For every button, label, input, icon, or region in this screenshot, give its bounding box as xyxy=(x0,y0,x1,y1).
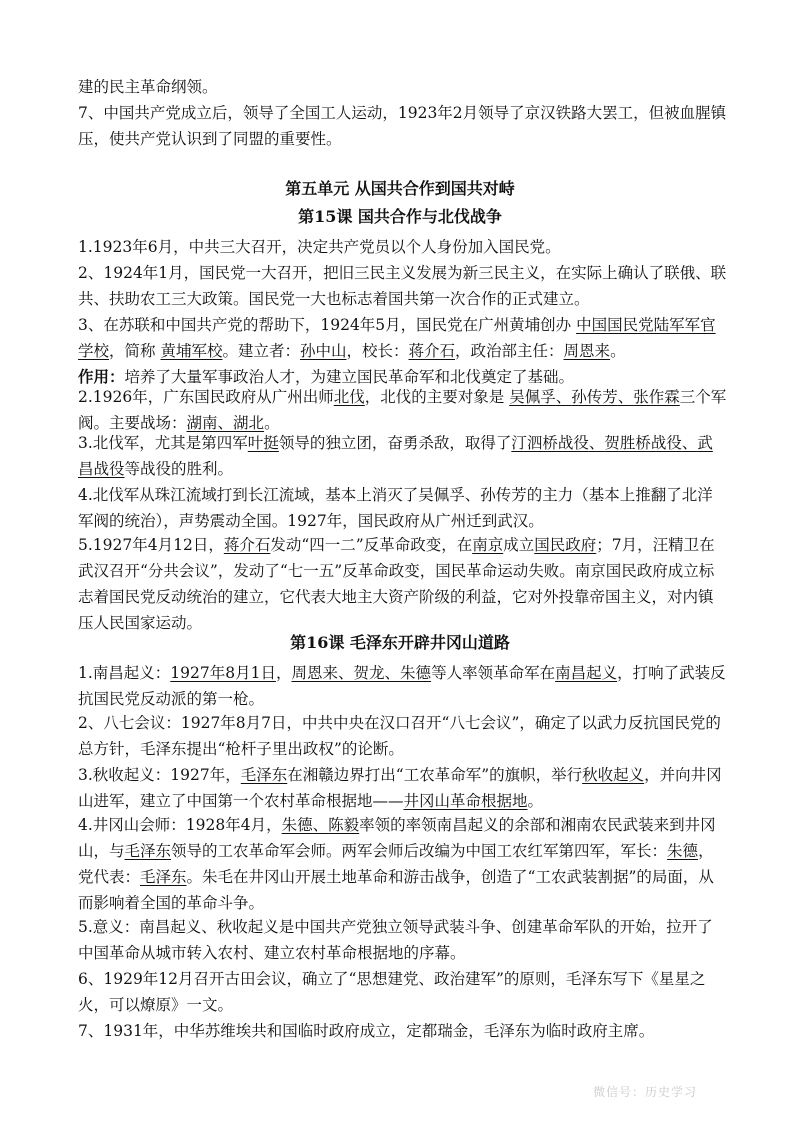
text: 培养了大量军事政治人才，为建立国民革命军和北伐奠定了基础。 xyxy=(124,368,575,386)
text: ，校长： xyxy=(346,342,409,360)
text: 。 xyxy=(610,342,626,360)
lesson15-paragraph-5 xyxy=(78,430,728,482)
watermark: 微信号：历史学习 xyxy=(593,1085,698,1099)
underlined-term: 秋收起义 xyxy=(582,766,645,784)
text: 、 xyxy=(555,388,572,406)
lesson15-paragraph-7 xyxy=(78,532,728,636)
underlined-term: 毛泽东 xyxy=(140,868,187,886)
text: 、 xyxy=(217,414,234,432)
text: 、 xyxy=(312,816,329,834)
underlined-term: 孙中山 xyxy=(299,342,347,360)
text: ，打响了武装反抗国民党反动派的第一枪。 xyxy=(78,664,726,708)
text: 。建立者： xyxy=(222,342,300,360)
underlined-term: 井冈山革命根据地 xyxy=(403,792,528,810)
underlined-term: 武昌战役 xyxy=(78,434,713,478)
underlined-term: 蒋介石 xyxy=(223,536,271,554)
text: 、 xyxy=(338,664,354,682)
underlined-term: 朱德 xyxy=(400,664,432,682)
underlined-term: 中国国民党陆军军官学校 xyxy=(78,316,716,360)
text: 领导的工农革命军会师。两军会师后改编为中国工农红军第四军，军长： xyxy=(171,842,668,860)
underlined-term: 南昌起义 xyxy=(555,664,618,682)
underlined-term: 国民政府 xyxy=(534,536,597,554)
underlined-term: 湖南 xyxy=(186,414,218,432)
text: 在湘赣边界打出“工农革命军”的旗帜，举行 xyxy=(287,766,583,784)
text: 等人率领革命军在 xyxy=(431,664,556,682)
underlined-term: 吴佩孚 xyxy=(509,388,556,406)
text: 5.1927年4月12日， xyxy=(78,536,224,554)
lesson16-paragraph-5: 5.意义：南昌起义、秋收起义是中国共产党独立领导武装斗争、创建革命军队的开始，拉开了中国革命从城市转入农村、建立农村革命根据地的序幕。 xyxy=(78,918,713,962)
lesson16-paragraph-4 xyxy=(78,812,728,916)
text: ，党代表： xyxy=(78,842,714,886)
underlined-term: 周恩来 xyxy=(291,664,338,682)
underlined-term: 北伐 xyxy=(333,388,365,406)
lesson15-paragraph-4 xyxy=(78,384,728,436)
text: 2.1926年，广东国民政府从广州出师 xyxy=(78,388,334,406)
text: 领导的独立团，奋勇杀敌，取得了 xyxy=(278,434,512,452)
underlined-term: 陈毅 xyxy=(328,816,360,834)
text: ，并向井冈山进军，建立了中国第一个农村革命根据地—— xyxy=(78,766,722,810)
lesson15-paragraph-6: 4.北伐军从珠江流域打到长江流域，基本上消灭了吴佩孚、孙传芳的主力（基本上推翻了北洋军阀的统治），声势震动全国。1927年，国民政府从广州迁到武汉。 xyxy=(78,486,713,530)
underlined-term: 蒋介石 xyxy=(408,342,456,360)
lesson16-paragraph-1 xyxy=(78,660,728,712)
text: 率领的率领南昌起义的余部和湘南农民武装来到井冈山，与 xyxy=(78,816,716,860)
text: ， xyxy=(275,664,292,682)
underlined-term: 周恩来 xyxy=(563,342,611,360)
text: ，简称 xyxy=(109,342,161,360)
text: 3.北伐军，尤其是第四军 xyxy=(78,434,248,452)
lesson16-paragraph-7: 7、1931年，中华苏维埃共和国临时政府成立，定都瑞金，毛泽东为临时政府主席。 xyxy=(78,1022,655,1040)
underlined-term: 毛泽东 xyxy=(240,766,288,784)
underlined-term: 朱德 xyxy=(281,816,313,834)
underlined-term: 黄埔军校 xyxy=(160,342,223,360)
text: 等战役的胜利。 xyxy=(124,460,234,478)
paragraph-top-7: 7、中国共产党成立后，领导了全国工人运动，1923年2月领导了京汉铁路大罢工，但被血腥镇压，使共产党认识到了同盟的重要性。 xyxy=(78,104,727,148)
underlined-term: 贺龙 xyxy=(353,664,385,682)
underlined-term: 孙传芳 xyxy=(571,388,618,406)
unit-title: 第五单元 从国共合作到国共对峙 xyxy=(285,179,515,198)
text: ；7月，汪精卫在武汉召开“分共会议”，发动了“七一五”反革命政变，国民革命运动失败。南京国民政府成立标志着国民党反动统治的建立，它代表大地主大资产阶级的利益，它对外投靠帝国主义，对内镇压人民国家运动。 xyxy=(78,536,715,632)
paragraph-top-continued: 建的民主革命纲领。 xyxy=(78,78,218,96)
text: 、 xyxy=(588,434,605,452)
effect-label: 作用： xyxy=(78,367,125,386)
lesson16-paragraph-6: 6、1929年12月召开古田会议，确立了“思想建党、政治建军”的原则，毛泽东写下《星星之火，可以燎原》一文。 xyxy=(78,970,706,1014)
underlined-term: 毛泽东 xyxy=(124,842,172,860)
text: ，北伐的主要对象是 xyxy=(364,388,510,406)
text: 1.南昌起义： xyxy=(78,664,171,682)
text: ，政治部主任： xyxy=(455,342,564,360)
lesson16-paragraph-2: 2、八七会议：1927年8月7日，中共中央在汉口召开“八七会议”，确定了以武力反抗国民党的总方针，毛泽东提出“枪杆子里出政权”的论断。 xyxy=(78,714,721,758)
lesson15-paragraph-1: 1.1923年6月，中共三大召开，决定共产党员以个人身份加入国民党。 xyxy=(78,238,561,256)
lesson15-paragraph-2: 2、1924年1月，国民党一大召开，把旧三民主义发展为新三民主义，在实际上确认了联俄、联共、扶助农工三大政策。国民党一大也标志着国共第一次合作的正式建立。 xyxy=(78,264,727,308)
lesson15-paragraph-3 xyxy=(78,312,728,364)
underlined-term: 叶挺 xyxy=(247,434,279,452)
underlined-term: 朱德 xyxy=(667,842,699,860)
text: 、 xyxy=(617,388,634,406)
text: 3、在苏联和中国共产党的帮助下，1924年5月，国民党在广州黄埔创办 xyxy=(78,316,577,334)
underlined-term: 汀泗桥战役 xyxy=(511,434,589,452)
underlined-term: 张作霖 xyxy=(633,388,680,406)
lesson16-paragraph-3 xyxy=(78,762,728,814)
lesson15-title: 第15课 国共合作与北伐战争 xyxy=(298,207,502,226)
text: 。 xyxy=(264,414,280,432)
text: 三个军阀。主要战场： xyxy=(78,388,727,432)
underlined-term: 湖北 xyxy=(233,414,265,432)
text: 3.秋收起义：1927年， xyxy=(78,766,241,784)
underlined-term: 南京 xyxy=(472,536,504,554)
text: 、 xyxy=(384,664,401,682)
text: 。 xyxy=(527,792,544,810)
lesson16-title: 第16课 毛泽东开辟井冈山道路 xyxy=(290,633,510,652)
text: 成立 xyxy=(503,536,535,554)
underlined-term: 贺胜桥战役 xyxy=(604,434,682,452)
text: 发动“四一二”反革命政变，在 xyxy=(270,536,473,554)
text: 。朱毛在井冈山开展土地革命和游击战争，创造了“工农武装割据”的局面，从而影响着全国的革命斗争。 xyxy=(78,868,714,912)
underlined-term: 1927年8月1日 xyxy=(170,664,276,682)
text: 4.井冈山会师：1928年4月， xyxy=(78,816,282,834)
text: 、 xyxy=(681,434,698,452)
